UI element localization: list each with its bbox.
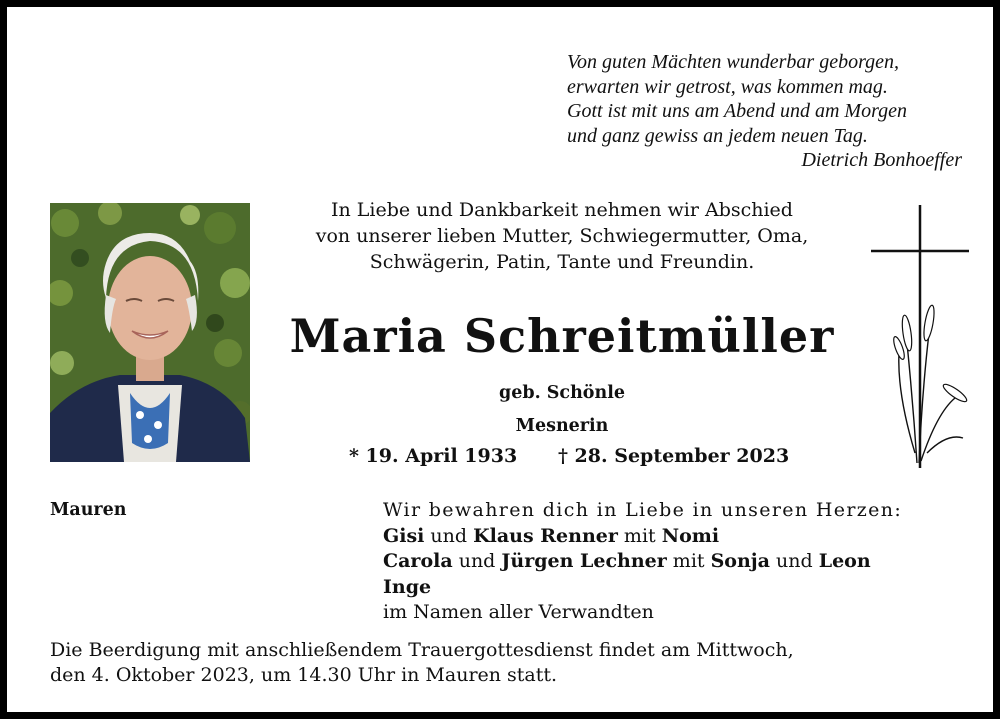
family-member: Sonja <box>710 550 770 572</box>
family-member: Jürgen Lechner <box>501 550 667 572</box>
quote-line: Gott ist mit uns am Abend und am Morgen <box>567 100 907 122</box>
quote-author: Dietrich Bonhoeffer <box>801 149 962 171</box>
intro-line: von unserer lieben Mutter, Schwiegermutter, Oma, <box>315 225 809 247</box>
occupation: Mesnerin <box>515 416 609 436</box>
family-line <box>383 549 973 575</box>
connector: mit <box>672 550 705 572</box>
deceased-name: Maria Schreitmüller <box>289 309 835 363</box>
intro-line: Schwägerin, Patin, Tante und Freundin. <box>369 251 755 273</box>
farewell-intro <box>277 197 847 275</box>
intro-line: In Liebe und Dankbarkeit nehmen wir Abschied <box>331 199 793 221</box>
portrait-photo <box>50 203 250 462</box>
mourners-list <box>383 498 973 626</box>
mourners-heading: Wir bewahren dich in Liebe in unseren Herzen: <box>383 499 903 521</box>
mourners-footer: im Namen aller Verwandten <box>383 601 654 623</box>
portrait-image <box>50 203 250 462</box>
connector: mit <box>623 524 656 547</box>
funeral-line: Die Beerdigung mit anschließendem Trauergottesdienst findet am Mittwoch, <box>50 639 794 661</box>
family-member: Carola <box>383 550 453 572</box>
connector: und <box>458 550 496 572</box>
funeral-announcement <box>50 638 950 688</box>
quote-line: erwarten wir getrost, was kommen mag. <box>567 75 888 98</box>
family-member: Leon <box>818 550 871 572</box>
connector: und <box>776 550 813 572</box>
family-member: Nomi <box>661 524 720 547</box>
quote-line: Von guten Mächten wunderbar geborgen, <box>567 51 899 73</box>
quote-line: und ganz gewiss an jedem neuen Tag. <box>567 124 868 147</box>
family-member: Klaus Renner <box>473 524 618 547</box>
family-line <box>383 524 973 550</box>
death-date: † 28. September 2023 <box>558 445 790 467</box>
bonhoeffer-quote <box>567 50 962 173</box>
maiden-name: geb. Schönle <box>499 383 625 403</box>
family-member: Gisi <box>383 524 425 547</box>
connector: und <box>430 524 468 547</box>
birth-date: * 19. April 1933 <box>349 445 518 467</box>
residence-place: Mauren <box>50 500 127 520</box>
cross-with-wheat-icon <box>867 203 971 473</box>
family-member-single: Inge <box>383 575 432 598</box>
funeral-line: den 4. Oktober 2023, um 14.30 Uhr in Mauren statt. <box>50 664 558 686</box>
